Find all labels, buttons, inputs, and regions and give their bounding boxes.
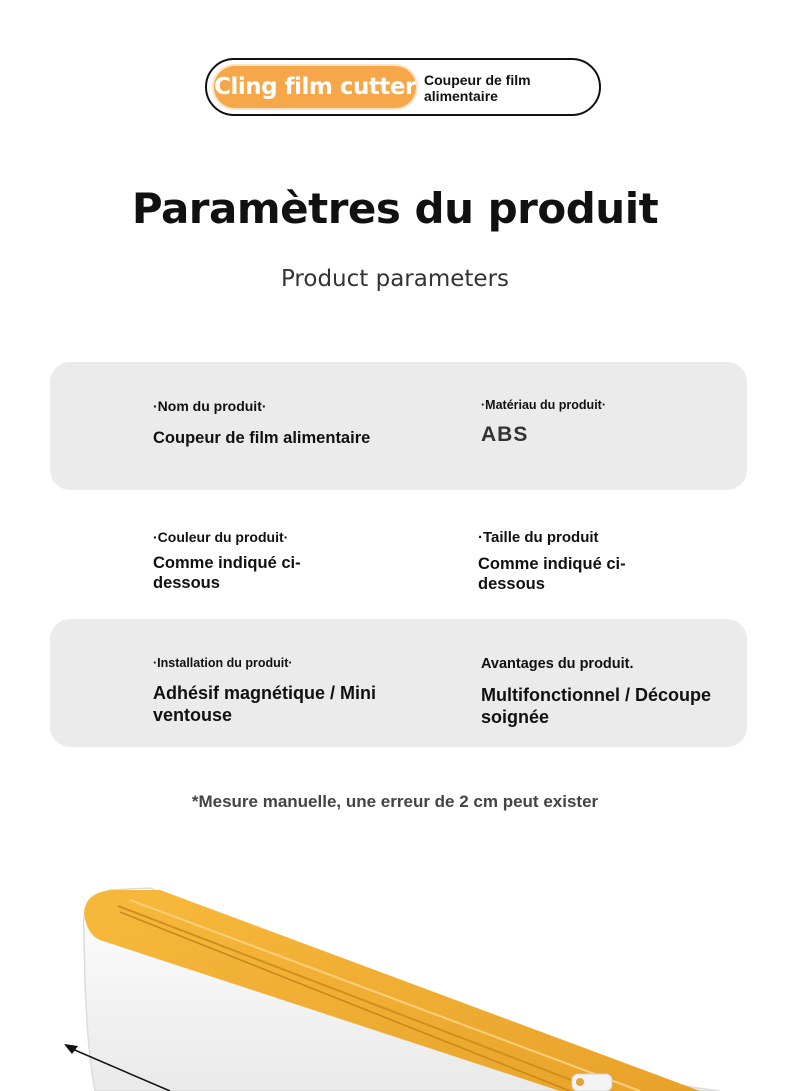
param-label: ·Taille du produit [478,529,599,546]
param-product-size [478,529,748,594]
param-label: ·Matériau du produit· [481,398,606,412]
param-label: ·Installation du produit· [153,656,293,670]
param-product-name [153,398,423,448]
param-value: ABS [481,423,529,446]
param-value: Comme indiqué ci-dessous [478,555,626,593]
category-badge-subtitle: Coupeur de film alimentaire [424,72,531,104]
param-product-material [481,398,751,448]
measurement-note: *Mesure manuelle, une erreur de 2 cm peut exister [191,792,599,811]
param-product-color [153,529,423,593]
category-badge [205,58,601,116]
param-value: Adhésif magnétique / Mini ventouse [153,683,377,725]
param-product-advantages [481,656,741,728]
param-product-installation [153,656,423,726]
param-label: Avantages du produit. [481,656,634,672]
param-label: ·Nom du produit· [153,398,267,414]
param-value: Coupeur de film alimentaire [153,429,371,447]
cling-film-cutter-image [0,860,790,1091]
page-title: Paramètres du produit [131,184,659,233]
param-label: ·Couleur du produit· [153,529,289,545]
param-value: Multifonctionnel / Découpe soignée [481,685,711,727]
param-value: Comme indiqué ci-dessous [153,554,301,592]
category-badge-main: Cling film cutter [212,64,418,110]
page-subtitle: Product parameters [280,266,510,292]
